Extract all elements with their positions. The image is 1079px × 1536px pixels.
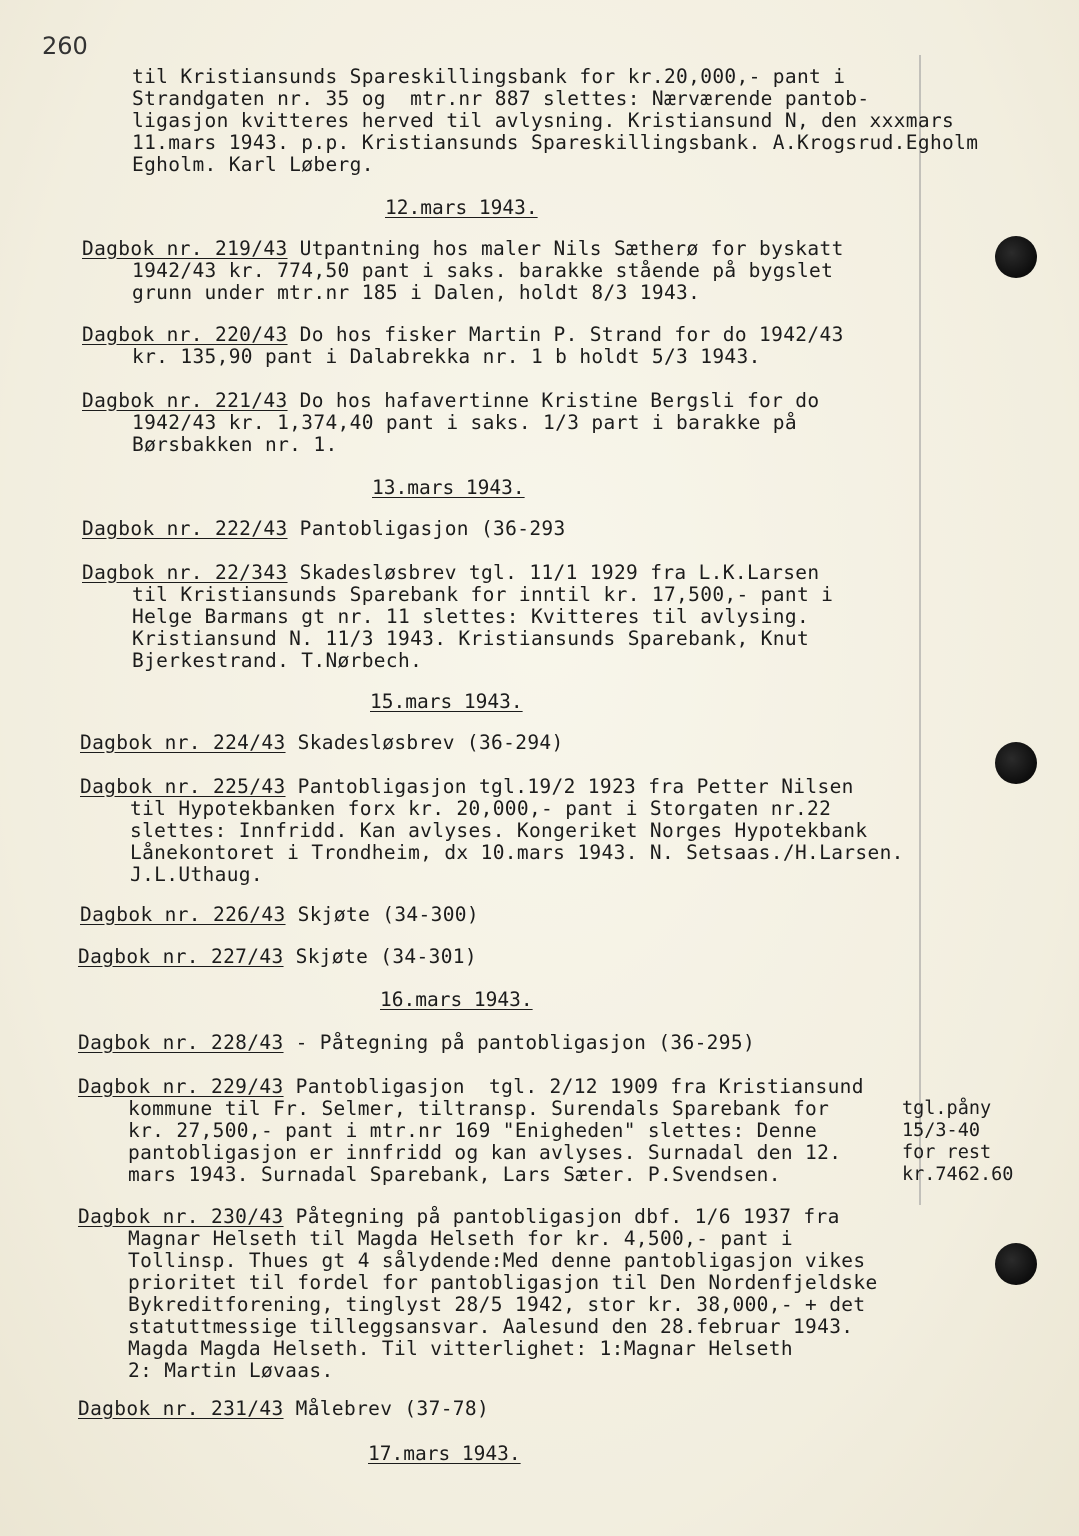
entry-ref: Dagbok nr. 228/43 [78, 1031, 284, 1054]
page-number: 260 [42, 32, 88, 60]
entry-text: Skjøte (34-301) [283, 945, 477, 968]
entry-text: Pantobligasjon tgl.19/2 1923 fra Petter Nilsen [285, 775, 854, 798]
punch-hole-bottom [995, 1243, 1037, 1285]
entry-line [80, 776, 854, 798]
text-line: Egholm. Karl Løberg. [132, 153, 374, 176]
entry-line [78, 1076, 864, 1098]
entry-text: Skadesløsbrev (36-294) [285, 731, 564, 754]
text-line: pantobligasjon er innfridd og kan avlyses. Surnadal den 12. [128, 1141, 842, 1164]
entry-line [82, 390, 820, 412]
text-line: grunn under mtr.nr 185 i Dalen, holdt 8/3 1943. [132, 281, 701, 304]
text-line: Børsbakken nr. 1. [132, 433, 338, 456]
date-heading: 15.mars 1943. [370, 690, 523, 713]
punch-hole-top [995, 236, 1037, 278]
entry-ref: Dagbok nr. 227/43 [78, 945, 284, 968]
margin-note-line: for rest [902, 1142, 992, 1163]
text-line: til Kristiansunds Spareskillingsbank for kr.20,000,- pant i [132, 65, 846, 88]
margin-rule [919, 55, 921, 1205]
entry-ref: Dagbok nr. 221/43 [82, 389, 288, 412]
text-line: Bjerkestrand. T.Nørbech. [132, 649, 423, 672]
entry-ref: Dagbok nr. 22/343 [82, 561, 288, 584]
text-line: Helge Barmans gt nr. 11 slettes: Kvitteres til avlysing. [132, 605, 810, 628]
entry-text: Skadesløsbrev tgl. 11/1 1929 fra L.K.Larsen [287, 561, 820, 584]
text-line: ligasjon kvitteres herved til avlysning. Kristiansund N, den xxxmars [132, 109, 955, 132]
margin-note-line: tgl.påny [902, 1098, 992, 1119]
entry-ref: Dagbok nr. 222/43 [82, 517, 288, 540]
entry-text: Målebrev (37-78) [283, 1397, 490, 1420]
entry-line [80, 904, 479, 926]
entry-text: Pantobligasjon (36-293 [287, 517, 566, 540]
entry-ref: Dagbok nr. 219/43 [82, 237, 288, 260]
entry-line [78, 1206, 840, 1228]
entry-line [78, 946, 477, 968]
entry-line [82, 324, 844, 346]
text-line: mars 1943. Surnadal Sparebank, Lars Sæter. P.Svendsen. [128, 1163, 781, 1186]
entry-ref: Dagbok nr. 220/43 [82, 323, 288, 346]
date-heading: 13.mars 1943. [372, 476, 525, 499]
text-line: 2: Martin Løvaas. [128, 1359, 334, 1382]
entry-text: - Påtegning på pantobligasjon (36-295) [283, 1031, 756, 1054]
text-line: Lånekontoret i Trondheim, dx 10.mars 1943. N. Setsaas./H.Larsen. [130, 841, 904, 864]
text-line: prioritet til fordel for pantobligasjon til Den Nordenfjeldske [128, 1271, 878, 1294]
text-line: Strandgaten nr. 35 og mtr.nr 887 slettes: Nærværende pantob- [132, 87, 870, 110]
text-line: Tollinsp. Thues gt 4 sålydende:Med denne pantobligasjon vikes [128, 1249, 866, 1272]
text-line: Magnar Helseth til Magda Helseth for kr. 4,500,- pant i [128, 1227, 793, 1250]
entry-text: Do hos hafavertinne Kristine Bergsli for do [287, 389, 820, 412]
text-line: Kristiansund N. 11/3 1943. Kristiansunds Sparebank, Knut [132, 627, 810, 650]
text-line: statuttmessige tilleggsansvar. Aalesund den 28.februar 1943. [128, 1315, 854, 1338]
text-line: Bykreditforening, tinglyst 28/5 1942, stor kr. 38,000,- + det [128, 1293, 866, 1316]
text-line: Magda Magda Helseth. Til vitterlighet: 1:Magnar Helseth [128, 1337, 793, 1360]
margin-note-line: 15/3-40 [902, 1120, 980, 1141]
entry-line [78, 1032, 755, 1054]
entry-text: Do hos fisker Martin P. Strand for do 1942/43 [287, 323, 844, 346]
text-line: J.L.Uthaug. [130, 863, 263, 886]
entry-ref: Dagbok nr. 224/43 [80, 731, 286, 754]
entry-text: Pantobligasjon tgl. 2/12 1909 fra Kristiansund [283, 1075, 864, 1098]
text-line: til Hypotekbanken forx kr. 20,000,- pant i Storgaten nr.22 [130, 797, 832, 820]
text-line: kommune til Fr. Selmer, tiltransp. Surendals Sparebank for [128, 1097, 830, 1120]
entry-line [82, 518, 566, 540]
entry-ref: Dagbok nr. 226/43 [80, 903, 286, 926]
entry-ref: Dagbok nr. 230/43 [78, 1205, 284, 1228]
entry-ref: Dagbok nr. 231/43 [78, 1397, 284, 1420]
punch-hole-middle [995, 742, 1037, 784]
text-line: kr. 135,90 pant i Dalabrekka nr. 1 b holdt 5/3 1943. [132, 345, 761, 368]
text-line: 1942/43 kr. 1,374,40 pant i saks. 1/3 part i barakke på [132, 411, 797, 434]
text-line: til Kristiansunds Sparebank for inntil kr. 17,500,- pant i [132, 583, 834, 606]
date-heading: 16.mars 1943. [380, 988, 533, 1011]
entry-line [78, 1398, 489, 1420]
date-heading: 12.mars 1943. [385, 196, 538, 219]
entry-line [82, 238, 844, 260]
margin-note-line: kr.7462.60 [902, 1164, 1014, 1185]
entry-ref: Dagbok nr. 225/43 [80, 775, 286, 798]
entry-ref: Dagbok nr. 229/43 [78, 1075, 284, 1098]
entry-text: Utpantning hos maler Nils Sætherø for byskatt [287, 237, 844, 260]
entry-line [80, 732, 564, 754]
text-line: slettes: Innfridd. Kan avlyses. Kongeriket Norges Hypotekbank [130, 819, 868, 842]
text-line: 11.mars 1943. p.p. Kristiansunds Spareskillingsbank. A.Krogsrud.Egholm [132, 131, 979, 154]
text-line: kr. 27,500,- pant i mtr.nr 169 "Enigheden" slettes: Denne [128, 1119, 818, 1142]
entry-text: Påtegning på pantobligasjon dbf. 1/6 1937 fra [283, 1205, 840, 1228]
date-heading: 17.mars 1943. [368, 1442, 521, 1465]
text-line: 1942/43 kr. 774,50 pant i saks. barakke stående på bygslet [132, 259, 834, 282]
entry-line [82, 562, 820, 584]
entry-text: Skjøte (34-300) [285, 903, 479, 926]
